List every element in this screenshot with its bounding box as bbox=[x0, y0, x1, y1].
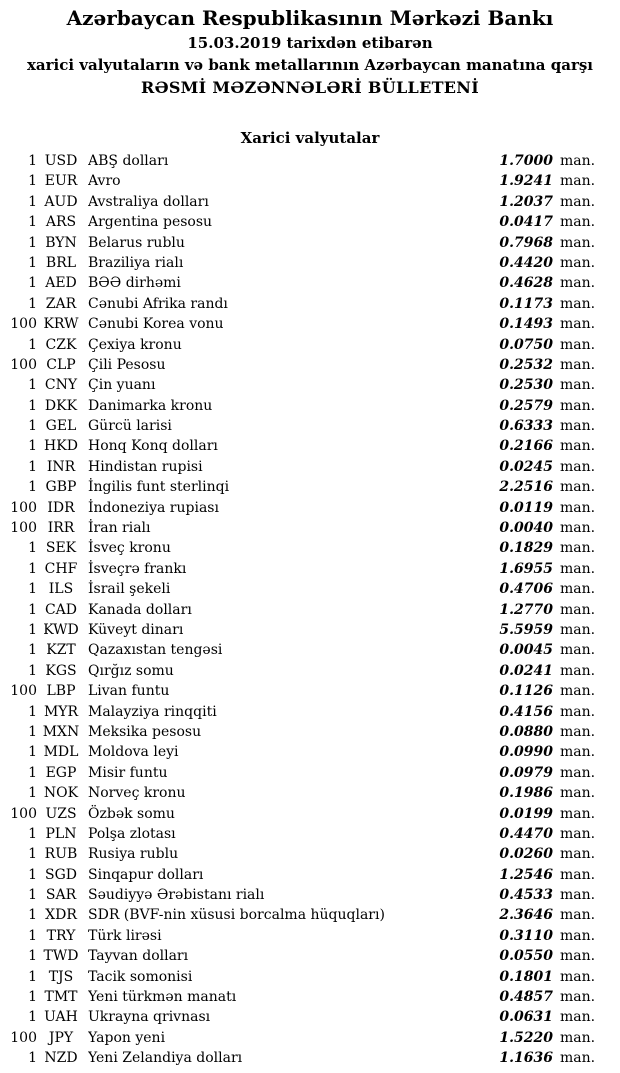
currency-name: Danimarka kronu bbox=[88, 397, 213, 414]
currency-name: Sinqapur dolları bbox=[88, 866, 204, 883]
currency-code: EUR bbox=[44, 173, 78, 190]
currency-quantity: 100 bbox=[10, 1029, 37, 1046]
bulletin-title: RƏSMİ MƏZƏNNƏLƏRİ BÜLLETENİ bbox=[140, 78, 480, 97]
currency-quantity: 1 bbox=[28, 866, 37, 883]
rate-value: 0.0750 bbox=[499, 336, 553, 353]
currency-name: Türk lirəsi bbox=[88, 927, 162, 944]
unit-label: man. bbox=[560, 458, 596, 475]
rate-value: 0.1986 bbox=[499, 785, 553, 802]
currency-quantity: 100 bbox=[10, 805, 37, 822]
rate-value: 0.1126 bbox=[499, 683, 553, 700]
rate-value: 2.3646 bbox=[499, 907, 553, 924]
currency-name: ABŞ dolları bbox=[88, 153, 169, 169]
currency-code: PLN bbox=[45, 825, 77, 842]
rate-value: 0.0045 bbox=[499, 642, 553, 659]
rate-row bbox=[0, 498, 620, 518]
rate-row bbox=[0, 457, 620, 477]
currency-code: HKD bbox=[44, 438, 78, 455]
rate-row bbox=[0, 171, 620, 191]
rate-row bbox=[0, 702, 620, 722]
unit-label: man. bbox=[560, 295, 596, 312]
rate-value: 0.0550 bbox=[499, 948, 553, 965]
currency-name: Livan funtu bbox=[88, 683, 170, 700]
currency-quantity: 1 bbox=[28, 479, 37, 496]
rate-value: 0.0199 bbox=[499, 805, 553, 822]
currency-quantity: 1 bbox=[28, 458, 37, 475]
rate-value: 0.4706 bbox=[499, 581, 553, 598]
rate-row bbox=[0, 294, 620, 314]
currency-quantity: 1 bbox=[28, 601, 37, 618]
currency-code: MYR bbox=[43, 703, 79, 720]
rate-value: 1.7000 bbox=[499, 153, 553, 169]
currency-name: Ukrayna qrivnası bbox=[88, 1009, 211, 1026]
currency-name: Polşa zlotası bbox=[88, 825, 176, 842]
currency-name: Moldova leyi bbox=[88, 744, 179, 761]
rate-row bbox=[0, 335, 620, 355]
rate-row bbox=[0, 804, 620, 824]
unit-label: man. bbox=[560, 173, 596, 190]
rate-value: 0.1173 bbox=[499, 295, 553, 312]
unit-label: man. bbox=[560, 336, 596, 353]
currency-quantity: 1 bbox=[28, 744, 37, 761]
currency-quantity: 1 bbox=[28, 173, 37, 190]
rate-row bbox=[0, 783, 620, 803]
currency-code: MDL bbox=[43, 744, 79, 761]
currency-code: CAD bbox=[44, 601, 78, 618]
currency-name: Tacik somonisi bbox=[88, 968, 193, 985]
rate-row bbox=[0, 824, 620, 844]
currency-name: Avstraliya dolları bbox=[88, 193, 209, 210]
currency-name: Özbək somu bbox=[88, 805, 175, 822]
rate-row bbox=[0, 763, 620, 783]
rate-row bbox=[0, 314, 620, 334]
currency-quantity: 1 bbox=[28, 418, 37, 435]
rate-row bbox=[0, 375, 620, 395]
currency-code: GEL bbox=[45, 418, 77, 435]
currency-code: TWD bbox=[43, 948, 79, 965]
exchange-rates-table bbox=[0, 151, 620, 1069]
currency-name: Qazaxıstan tengəsi bbox=[88, 642, 223, 659]
currency-code: CHF bbox=[44, 560, 78, 577]
rate-row bbox=[0, 518, 620, 538]
rate-row bbox=[0, 538, 620, 558]
unit-label: man. bbox=[560, 601, 596, 618]
currency-quantity: 1 bbox=[28, 621, 37, 638]
rate-value: 0.4156 bbox=[499, 703, 553, 720]
unit-label: man. bbox=[560, 316, 596, 333]
unit-label: man. bbox=[560, 642, 596, 659]
currency-quantity: 1 bbox=[28, 295, 37, 312]
currency-name: Hindistan rupisi bbox=[88, 458, 203, 475]
unit-label: man. bbox=[560, 968, 596, 985]
unit-label: man. bbox=[560, 499, 596, 516]
currency-code: CNY bbox=[44, 377, 78, 394]
currency-code: SAR bbox=[45, 887, 77, 904]
rate-row bbox=[0, 946, 620, 966]
rate-row bbox=[0, 559, 620, 579]
rate-row bbox=[0, 905, 620, 925]
currency-code: KRW bbox=[43, 316, 79, 333]
currency-code: BRL bbox=[45, 254, 77, 271]
unit-label: man. bbox=[560, 744, 596, 761]
rate-row bbox=[0, 192, 620, 212]
rate-value: 0.1493 bbox=[499, 316, 553, 333]
unit-label: man. bbox=[560, 520, 596, 537]
unit-label: man. bbox=[560, 1050, 596, 1067]
unit-label: man. bbox=[560, 397, 596, 414]
currency-code: SEK bbox=[45, 540, 77, 557]
rate-row bbox=[0, 1007, 620, 1027]
currency-quantity: 1 bbox=[28, 662, 37, 679]
currency-name: Səudiyyə Ərəbistanı rialı bbox=[88, 887, 265, 904]
currency-name: İran rialı bbox=[88, 520, 151, 537]
currency-name: Cənubi Korea vonu bbox=[88, 316, 224, 333]
currency-name: Küveyt dinarı bbox=[88, 621, 184, 638]
currency-code: USD bbox=[44, 153, 78, 169]
unit-label: man. bbox=[560, 662, 596, 679]
currency-code: ARS bbox=[45, 214, 77, 231]
effective-date-line: 15.03.2019 tarixdən etibarən bbox=[187, 34, 433, 52]
currency-quantity: 100 bbox=[10, 499, 37, 516]
unit-label: man. bbox=[560, 254, 596, 271]
currency-name: Avro bbox=[88, 173, 121, 190]
currency-name: Kanada dolları bbox=[88, 601, 192, 618]
currency-quantity: 1 bbox=[28, 214, 37, 231]
currency-code: SGD bbox=[45, 866, 77, 883]
unit-label: man. bbox=[560, 866, 596, 883]
rate-value: 1.2037 bbox=[499, 193, 553, 210]
currency-code: IRR bbox=[47, 520, 75, 537]
rate-row bbox=[0, 844, 620, 864]
rate-row bbox=[0, 436, 620, 456]
currency-quantity: 1 bbox=[28, 989, 37, 1006]
rate-value: 1.6955 bbox=[499, 560, 553, 577]
unit-label: man. bbox=[560, 275, 596, 292]
rate-row bbox=[0, 355, 620, 375]
rate-value: 1.5220 bbox=[499, 1029, 553, 1046]
rate-row bbox=[0, 416, 620, 436]
currency-code: MXN bbox=[42, 723, 80, 740]
rate-value: 0.3110 bbox=[499, 927, 553, 944]
currency-quantity: 1 bbox=[28, 377, 37, 394]
rate-value: 0.0631 bbox=[499, 1009, 553, 1026]
currency-quantity: 1 bbox=[28, 254, 37, 271]
currency-code: GBP bbox=[45, 479, 77, 496]
currency-quantity: 1 bbox=[28, 927, 37, 944]
unit-label: man. bbox=[560, 234, 596, 251]
rate-value: 0.0040 bbox=[499, 520, 553, 537]
rate-row bbox=[0, 233, 620, 253]
currency-code: NOK bbox=[43, 785, 79, 802]
rate-value: 0.0880 bbox=[499, 723, 553, 740]
currency-quantity: 1 bbox=[28, 948, 37, 965]
currency-code: BYN bbox=[45, 234, 77, 251]
currency-code: RUB bbox=[44, 846, 78, 863]
currency-quantity: 1 bbox=[28, 234, 37, 251]
currency-quantity: 1 bbox=[28, 785, 37, 802]
currency-quantity: 1 bbox=[28, 723, 37, 740]
currency-code: KZT bbox=[46, 642, 76, 659]
rate-value: 5.5959 bbox=[499, 621, 553, 638]
currency-quantity: 1 bbox=[28, 397, 37, 414]
unit-label: man. bbox=[560, 846, 596, 863]
unit-label: man. bbox=[560, 989, 596, 1006]
unit-label: man. bbox=[560, 927, 596, 944]
currency-code: UAH bbox=[44, 1009, 78, 1026]
unit-label: man. bbox=[560, 540, 596, 557]
currency-name: İsveç kronu bbox=[88, 540, 171, 557]
currency-name: Belarus rublu bbox=[88, 234, 185, 251]
rate-row bbox=[0, 885, 620, 905]
rate-value: 1.9241 bbox=[499, 173, 553, 190]
rate-value: 0.0241 bbox=[499, 662, 553, 679]
rate-row bbox=[0, 253, 620, 273]
rate-row bbox=[0, 620, 620, 640]
section-title-foreign-currencies: Xarici valyutalar bbox=[240, 129, 380, 147]
unit-label: man. bbox=[560, 825, 596, 842]
rate-row bbox=[0, 681, 620, 701]
unit-label: man. bbox=[560, 621, 596, 638]
currency-quantity: 1 bbox=[28, 1009, 37, 1026]
rate-row bbox=[0, 926, 620, 946]
currency-quantity: 1 bbox=[28, 193, 37, 210]
currency-name: Honq Konq dolları bbox=[88, 438, 218, 455]
currency-name: İsveçrə frankı bbox=[88, 560, 187, 577]
currency-quantity: 100 bbox=[10, 683, 37, 700]
currency-quantity: 1 bbox=[28, 560, 37, 577]
rate-row bbox=[0, 212, 620, 232]
rate-value: 0.0260 bbox=[499, 846, 553, 863]
rate-value: 0.4420 bbox=[499, 254, 553, 271]
rate-row bbox=[0, 967, 620, 987]
rate-value: 1.1636 bbox=[499, 1050, 553, 1067]
currency-code: ILS bbox=[48, 581, 74, 598]
document-header bbox=[0, 0, 620, 100]
bank-name: Azərbaycan Respublikasının Mərkəzi Bankı bbox=[66, 6, 554, 30]
rate-row bbox=[0, 273, 620, 293]
subtitle-line: xarici valyutaların və bank metallarının Azərbaycan manatına qarşı bbox=[26, 56, 594, 74]
rate-value: 0.6333 bbox=[499, 418, 553, 435]
currency-code: INR bbox=[46, 458, 76, 475]
currency-quantity: 1 bbox=[28, 438, 37, 455]
unit-label: man. bbox=[560, 214, 596, 231]
rate-value: 0.1829 bbox=[499, 540, 553, 557]
currency-code: ZAR bbox=[45, 295, 77, 312]
rate-value: 0.2530 bbox=[499, 377, 553, 394]
currency-code: JPY bbox=[48, 1029, 74, 1046]
currency-code: AUD bbox=[44, 193, 78, 210]
rate-value: 0.0990 bbox=[499, 744, 553, 761]
unit-label: man. bbox=[560, 785, 596, 802]
currency-name: BƏƏ dirhəmi bbox=[88, 275, 181, 292]
currency-name: Meksika pesosu bbox=[88, 723, 202, 740]
currency-quantity: 1 bbox=[28, 642, 37, 659]
rate-row bbox=[0, 396, 620, 416]
unit-label: man. bbox=[560, 948, 596, 965]
unit-label: man. bbox=[560, 723, 596, 740]
unit-label: man. bbox=[560, 153, 596, 169]
currency-code: KWD bbox=[43, 621, 79, 638]
unit-label: man. bbox=[560, 1009, 596, 1026]
currency-name: SDR (BVF-nin xüsusi borcalma hüquqları) bbox=[88, 907, 385, 924]
unit-label: man. bbox=[560, 377, 596, 394]
rate-row bbox=[0, 742, 620, 762]
currency-quantity: 100 bbox=[10, 316, 37, 333]
currency-quantity: 1 bbox=[28, 887, 37, 904]
currency-code: LBP bbox=[46, 683, 76, 700]
unit-label: man. bbox=[560, 438, 596, 455]
rate-row bbox=[0, 640, 620, 660]
rate-row bbox=[0, 865, 620, 885]
rate-value: 1.2770 bbox=[499, 601, 553, 618]
currency-name: Rusiya rublu bbox=[88, 846, 179, 863]
rate-row bbox=[0, 661, 620, 681]
rate-value: 0.4628 bbox=[499, 275, 553, 292]
currency-code: NZD bbox=[44, 1050, 78, 1067]
currency-name: Malayziya rinqqiti bbox=[88, 703, 217, 720]
currency-name: Norveç kronu bbox=[88, 785, 186, 802]
rate-row bbox=[0, 722, 620, 742]
unit-label: man. bbox=[560, 479, 596, 496]
unit-label: man. bbox=[560, 356, 596, 373]
currency-name: Braziliya rialı bbox=[88, 254, 184, 271]
currency-code: EGP bbox=[45, 764, 77, 781]
unit-label: man. bbox=[560, 581, 596, 598]
currency-code: TJS bbox=[48, 968, 74, 985]
currency-name: Çexiya kronu bbox=[88, 336, 182, 353]
rate-row bbox=[0, 1048, 620, 1068]
currency-name: Gürcü larisi bbox=[88, 418, 172, 435]
currency-name: İsrail şekeli bbox=[88, 581, 171, 598]
rate-value: 2.2516 bbox=[499, 479, 553, 496]
unit-label: man. bbox=[560, 1029, 596, 1046]
rate-value: 0.4857 bbox=[499, 989, 553, 1006]
rate-value: 0.0417 bbox=[499, 214, 553, 231]
rate-value: 0.4533 bbox=[499, 887, 553, 904]
currency-name: Çili Pesosu bbox=[88, 356, 166, 373]
currency-name: Argentina pesosu bbox=[88, 214, 213, 231]
currency-name: Yeni türkmən manatı bbox=[88, 989, 237, 1006]
currency-quantity: 100 bbox=[10, 520, 37, 537]
unit-label: man. bbox=[560, 683, 596, 700]
rate-row bbox=[0, 477, 620, 497]
unit-label: man. bbox=[560, 887, 596, 904]
currency-quantity: 1 bbox=[28, 825, 37, 842]
unit-label: man. bbox=[560, 805, 596, 822]
currency-quantity: 100 bbox=[10, 356, 37, 373]
currency-code: TRY bbox=[46, 927, 76, 944]
unit-label: man. bbox=[560, 560, 596, 577]
currency-code: CLP bbox=[46, 356, 76, 373]
rate-row bbox=[0, 987, 620, 1007]
rate-value: 1.2546 bbox=[499, 866, 553, 883]
currency-name: İngilis funt sterlinqi bbox=[88, 479, 230, 496]
currency-quantity: 1 bbox=[28, 275, 37, 292]
rate-row bbox=[0, 600, 620, 620]
rate-value: 0.4470 bbox=[499, 825, 553, 842]
rate-value: 0.1801 bbox=[499, 968, 553, 985]
rate-value: 0.2532 bbox=[499, 356, 553, 373]
currency-code: AED bbox=[45, 275, 77, 292]
unit-label: man. bbox=[560, 764, 596, 781]
currency-quantity: 1 bbox=[28, 540, 37, 557]
unit-label: man. bbox=[560, 193, 596, 210]
currency-quantity: 1 bbox=[28, 703, 37, 720]
rate-value: 0.0979 bbox=[499, 764, 553, 781]
currency-quantity: 1 bbox=[28, 846, 37, 863]
rate-value: 0.7968 bbox=[499, 234, 553, 251]
currency-code: UZS bbox=[45, 805, 77, 822]
unit-label: man. bbox=[560, 703, 596, 720]
currency-quantity: 1 bbox=[28, 764, 37, 781]
currency-name: İndoneziya rupiası bbox=[88, 499, 219, 516]
currency-code: DKK bbox=[44, 397, 78, 414]
rate-value: 0.0119 bbox=[499, 499, 553, 516]
currency-code: CZK bbox=[45, 336, 77, 353]
currency-name: Yeni Zelandiya dolları bbox=[88, 1050, 243, 1067]
rate-row bbox=[0, 1028, 620, 1048]
currency-quantity: 1 bbox=[28, 581, 37, 598]
currency-quantity: 1 bbox=[28, 1050, 37, 1067]
currency-name: Tayvan dolları bbox=[88, 948, 189, 965]
rate-value: 0.2166 bbox=[499, 438, 553, 455]
unit-label: man. bbox=[560, 907, 596, 924]
currency-name: Misir funtu bbox=[88, 764, 168, 781]
currency-code: KGS bbox=[45, 662, 77, 679]
rate-row bbox=[0, 151, 620, 171]
currency-code: IDR bbox=[47, 499, 75, 516]
currency-quantity: 1 bbox=[28, 336, 37, 353]
rate-value: 0.2579 bbox=[499, 397, 553, 414]
currency-code: TMT bbox=[44, 989, 78, 1006]
unit-label: man. bbox=[560, 418, 596, 435]
currency-quantity: 1 bbox=[28, 968, 37, 985]
currency-code: XDR bbox=[45, 907, 77, 924]
currency-name: Yapon yeni bbox=[88, 1029, 166, 1046]
currency-quantity: 1 bbox=[28, 153, 37, 169]
currency-quantity: 1 bbox=[28, 907, 37, 924]
currency-name: Cənubi Afrika randı bbox=[88, 295, 228, 312]
rate-value: 0.0245 bbox=[499, 458, 553, 475]
rate-row bbox=[0, 579, 620, 599]
currency-name: Qırğız somu bbox=[88, 662, 174, 679]
currency-name: Çin yuanı bbox=[88, 377, 156, 394]
